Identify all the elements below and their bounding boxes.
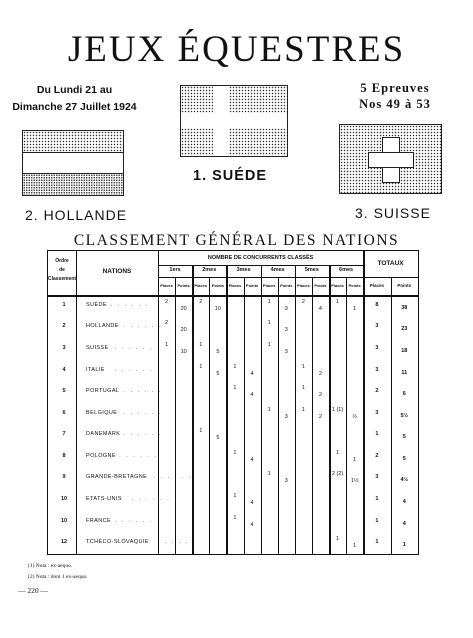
points-cell: 1 xyxy=(353,543,357,550)
rank-cell: 12 xyxy=(60,539,68,546)
nation-leader-dots: . . . . . . xyxy=(123,388,163,395)
nation-leader-dots: . . . . . . xyxy=(123,431,163,438)
places-cell: 2 xyxy=(301,298,305,305)
places-subheader: Places xyxy=(160,283,173,288)
row-divider xyxy=(158,265,363,266)
row-divider xyxy=(158,277,363,278)
rank-cell: 6 xyxy=(62,409,66,416)
points-cell: 5 xyxy=(216,435,220,442)
places-subheader: Places xyxy=(331,283,344,288)
third-place-label: 3. SUISSE xyxy=(355,205,431,221)
rank-cell: 8 xyxy=(62,452,66,459)
places-cell: 1 xyxy=(336,298,340,305)
places-cell: 1 xyxy=(336,536,340,543)
total-points-cell: 38 xyxy=(401,304,408,311)
nation-name: ITALIE xyxy=(86,366,105,373)
points-cell: 4 xyxy=(318,305,322,312)
total-places-header: Places xyxy=(369,283,385,288)
places-cell: 1 xyxy=(233,514,237,521)
points-cell: 10 xyxy=(214,305,221,312)
total-points-cell: 1 xyxy=(402,542,406,549)
places-cell: 1 xyxy=(267,298,271,305)
place-header: 5mes xyxy=(304,267,319,273)
total-points-cell: 11 xyxy=(401,369,408,376)
rank-cell: 7 xyxy=(62,431,66,438)
place-header: 3mes xyxy=(236,267,251,273)
place-header: 2mes xyxy=(202,267,217,273)
points-cell: 1 xyxy=(353,305,357,312)
col-divider xyxy=(226,265,228,554)
total-points-cell: 5½ xyxy=(400,412,409,419)
points-cell: 4 xyxy=(250,392,254,399)
total-places-cell: 1 xyxy=(375,496,379,503)
nation-name: GRANDE-BRETAGNE xyxy=(86,474,148,481)
points-cell: 4 xyxy=(250,500,254,507)
places-cell: 1 xyxy=(267,341,271,348)
places-subheader: Places xyxy=(194,283,208,288)
page-number: — 220 — xyxy=(18,586,48,595)
places-cell: 1 xyxy=(199,341,203,348)
col-divider xyxy=(209,277,210,554)
nation-name: POLOGNE xyxy=(86,452,117,459)
ordre-header xyxy=(48,257,76,284)
rank-cell: 9 xyxy=(62,474,66,481)
row-divider xyxy=(48,295,418,297)
total-places-cell: 2 xyxy=(375,388,379,395)
points-cell: 4 xyxy=(250,521,254,528)
rank-cell: 5 xyxy=(62,388,66,395)
nation-name: PORTUGAL xyxy=(86,388,120,395)
switzerland-flag-icon xyxy=(339,124,442,194)
footnote-2: (2) Nota : dont 1 ex-aequo. xyxy=(28,574,88,580)
total-points-cell: 18 xyxy=(401,347,408,354)
nation-name: BELGIQUE xyxy=(86,409,118,416)
first-place-label: 1. SUÉDE xyxy=(193,168,268,184)
points-cell: 3 xyxy=(284,478,288,485)
nombre-header: NOMBRE DE CONCURRENTS CLASSÉS xyxy=(207,255,314,261)
total-places-cell: 1 xyxy=(375,517,379,524)
col-divider xyxy=(244,277,245,554)
total-places-cell: 3 xyxy=(375,474,379,481)
nation-leader-dots: . . . . . . xyxy=(132,496,171,503)
ordre-header-line: de xyxy=(59,267,65,273)
ordre-header-line: Ordre xyxy=(55,258,69,264)
points-cell: 2 xyxy=(318,370,322,377)
col-divider xyxy=(192,265,194,554)
points-cell: 3 xyxy=(284,348,288,355)
nation-name: FRANCE xyxy=(86,517,112,524)
event-dates xyxy=(12,82,137,116)
rank-cell: 4 xyxy=(62,366,66,373)
row-divider xyxy=(363,277,418,278)
points-cell: 5 xyxy=(216,370,220,377)
places-cell: 1 xyxy=(267,320,271,327)
places-cell: 2 xyxy=(199,298,203,305)
total-points-cell: 23 xyxy=(401,326,408,333)
nation-leader-dots: . . . . . . xyxy=(119,452,158,459)
total-points-header: Points xyxy=(397,283,412,288)
points-cell: 3 xyxy=(284,305,288,312)
points-cell: 20 xyxy=(180,327,187,334)
places-cell: 1 xyxy=(267,406,271,413)
second-place-label: 2. HOLLANDE xyxy=(25,207,128,223)
total-places-cell: 3 xyxy=(375,323,379,330)
total-places-cell: 2 xyxy=(375,452,379,459)
points-cell: 1 xyxy=(353,456,357,463)
place-header: 4mes xyxy=(270,267,285,273)
places-cell: 1 xyxy=(199,363,203,370)
points-cell: 3 xyxy=(284,413,288,420)
total-places-cell: 1 xyxy=(375,539,379,546)
nations-header: NATIONS xyxy=(102,268,132,275)
total-points-cell: 4 xyxy=(402,499,406,506)
epreuves-numbers: Nos 49 à 53 xyxy=(359,97,431,111)
classification-table xyxy=(47,250,419,555)
nation-name: ETATS-UNIS xyxy=(86,496,122,503)
page-title: JEUX ÉQUESTRES xyxy=(67,29,406,70)
places-subheader: Places xyxy=(262,283,276,288)
nation-name: SUISSE xyxy=(86,344,109,351)
netherlands-flag-icon xyxy=(22,130,124,196)
classification-title: CLASSEMENT GÉNÉRAL DES NATIONS xyxy=(73,232,400,249)
ordre-header-line: Classement xyxy=(48,276,77,282)
places-cell: 1 (1) xyxy=(331,406,344,413)
places-cell: 1 xyxy=(301,406,305,413)
rank-cell: 3 xyxy=(62,344,66,351)
places-cell: 1 xyxy=(199,428,203,435)
places-cell: 1 xyxy=(336,449,340,456)
total-places-cell: 3 xyxy=(375,344,379,351)
dates-line-2: Dimanche 27 Juillet 1924 xyxy=(12,101,137,113)
places-subheader: Places xyxy=(297,283,310,288)
totaux-header: TOTAUX xyxy=(377,260,404,267)
nation-name: HOLLANDE xyxy=(86,323,119,330)
points-subheader: Points xyxy=(280,283,293,288)
total-places-cell: 3 xyxy=(375,409,379,416)
epreuves-info xyxy=(330,80,460,112)
places-cell: 1 xyxy=(233,363,237,370)
places-subheader: Places xyxy=(228,283,242,288)
places-cell: 1 xyxy=(233,449,237,456)
places-cell: 1 xyxy=(165,341,169,348)
points-cell: 1½ xyxy=(350,478,359,485)
points-cell: 20 xyxy=(180,305,187,312)
points-cell: 10 xyxy=(180,348,187,355)
nation-leader-dots: . . . . . . xyxy=(114,517,154,524)
points-subheader: Points xyxy=(245,283,259,288)
total-points-cell: 4½ xyxy=(400,477,409,484)
points-subheader: Points xyxy=(348,283,361,288)
footnote-1: (1) Nota : ex-aequo. xyxy=(28,563,73,569)
total-points-cell: 4 xyxy=(402,520,406,527)
rank-cell: 10 xyxy=(60,496,68,503)
places-cell: 1 xyxy=(233,493,237,500)
nation-name: SUÈDE xyxy=(86,301,107,308)
place-header: 1ers xyxy=(169,267,181,273)
total-places-cell: 8 xyxy=(375,301,379,308)
total-places-cell: 1 xyxy=(375,431,379,438)
places-cell: 1 xyxy=(301,363,305,370)
nation-name: TCHÉCO-SLOVAQUIE xyxy=(86,539,149,546)
col-divider xyxy=(175,277,176,554)
total-places-cell: 3 xyxy=(375,366,379,373)
nation-leader-dots: . . . . . . xyxy=(114,344,154,351)
places-cell: 1 xyxy=(233,385,237,392)
points-cell: ½ xyxy=(352,413,357,420)
points-subheader: Points xyxy=(314,283,327,288)
rank-cell: 2 xyxy=(62,323,66,330)
nation-leader-dots: . . . . . . xyxy=(123,409,163,416)
places-cell: 2 xyxy=(165,320,169,327)
places-cell: 1 xyxy=(267,471,271,478)
nation-leader-dots: . . . . . . xyxy=(157,539,197,546)
nation-leader-dots: . . . . . . xyxy=(114,366,154,373)
points-cell: 2 xyxy=(318,392,322,399)
points-cell: 2 xyxy=(318,413,322,420)
epreuves-count: 5 Epreuves xyxy=(360,81,430,95)
points-cell: 3 xyxy=(284,327,288,334)
sweden-flag-icon xyxy=(180,85,288,157)
total-points-cell: 6 xyxy=(402,391,406,398)
rank-cell: 10 xyxy=(60,517,68,524)
places-cell: 2 xyxy=(165,298,169,305)
nation-leader-dots: . . . . . . xyxy=(123,323,163,330)
places-cell: 1 xyxy=(301,385,305,392)
places-cell: 2 (2) xyxy=(331,471,344,478)
points-subheader: Points xyxy=(211,283,224,288)
nation-leader-dots: . . . . . . xyxy=(110,301,150,308)
rank-cell: 1 xyxy=(62,301,66,308)
nation-leader-dots: . . . . . . xyxy=(153,474,193,481)
points-subheader: Points xyxy=(177,283,190,288)
place-header: 6mes xyxy=(339,267,354,273)
points-cell: 4 xyxy=(250,456,254,463)
points-cell: 5 xyxy=(216,348,220,355)
total-points-cell: 5 xyxy=(402,455,406,462)
total-points-cell: 5 xyxy=(402,434,406,441)
dates-line-1: Du Lundi 21 au xyxy=(36,84,113,96)
nation-name: DANEMARK xyxy=(86,431,121,438)
points-cell: 4 xyxy=(250,370,254,377)
